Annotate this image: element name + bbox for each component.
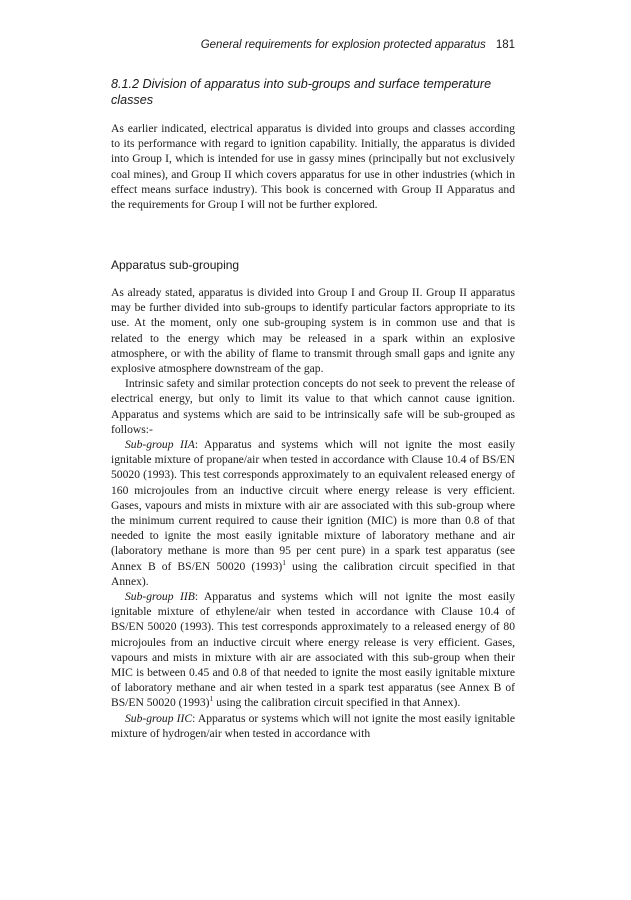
paragraph-sub-group-iic (111, 711, 515, 741)
section-heading (111, 76, 515, 108)
sub-group-iia-text: : Apparatus and systems which will not ignite the most easily ignitable mixture of propane/air when tested in accordance with Clause 10.4 of BS/EN 50020 (1993). This test corresponds approximately to an equivalent released energy of 160 microjoules from an inductive circuit where energy release is very efficient. Gases, vapours and mists in mixture with air are associated with this sub-group where the minimum current required to cause their ignition (MIC) is more than 0.8 of that needed to ignite the most easily ignitable mixture of laboratory methane and air (laboratory methane is more than 95 per cent pure) in a spark test apparatus (see Annex B of BS/EN 50020 (1993) (111, 438, 515, 573)
sub-group-iib-label: Sub-group IIB (125, 590, 195, 604)
sub-group-iib-text-end: using the calibration circuit specified in that Annex). (213, 696, 461, 710)
paragraph-1: As already stated, apparatus is divided into Group I and Group II. Group II apparatus may be further divided into sub-groups to identify particular factors appropriate to its use. At the moment, only one sub-grouping system is in common use and that is related to the energy which may be released in a spark within an explosive atmosphere, or with the ability of flame to transmit through small gaps and ignite any explosive atmosphere downstream of the gap. (111, 286, 515, 376)
subsection-heading: Apparatus sub-grouping (111, 258, 240, 272)
paragraph-2: Intrinsic safety and similar protection concepts do not seek to prevent the release of electrical energy, but only to limit its value to that which cannot cause ignition. Apparatus and systems which are said to be intrinsically safe will be sub-grouped as follows:- (111, 377, 515, 436)
section-heading-line-1: 8.1.2 Division of apparatus into sub-groups and surface temperature (111, 77, 492, 91)
paragraph-sub-group-iia (111, 437, 515, 589)
subsection-body (111, 285, 515, 741)
intro-block (111, 121, 515, 212)
sub-group-iib-text: : Apparatus and systems which will not ignite the most easily ignitable mixture of ethylene/air when tested in accordance with Clause 10.4 of BS/EN 50020 (1993). This test corresponds approximately to a released energy of 80 microjoules from an inductive circuit where energy release is very efficient. Gases, vapours and mists in mixture with air are associated with this sub-group when their MIC is between 0.45 and 0.8 of that needed to ignite the most easily ignitable mixture of laboratory methane and air when tested in a spark test apparatus (see Annex B of BS/EN 50020 (1993) (111, 590, 515, 710)
running-head (111, 38, 515, 52)
running-head-title: General requirements for explosion protected apparatus (200, 39, 486, 51)
sub-group-iia-text-end: using the calibration circuit specified in that Annex). (111, 559, 515, 588)
sub-group-iia-footnote-ref: 1 (282, 557, 286, 567)
page-number: 181 (495, 39, 515, 51)
sub-group-iic-text: : Apparatus or systems which will not ignite the most easily ignitable mixture of hydrogen/air when tested in accordance with (111, 711, 515, 740)
section-heading-line-2: classes (111, 93, 153, 107)
sub-group-iia-label: Sub-group IIA (125, 438, 195, 452)
paragraph-sub-group-iib (111, 589, 515, 711)
intro-paragraph: As earlier indicated, electrical apparatus is divided into groups and classes according to its performance with regard to ignition capability. Initially, the apparatus is divided into Group I, which is intended for use in gassy mines (principally but not exclusively coal mines), and Group II which covers apparatus for use in other industries (which in effect means surface industry). This book is concerned with Group II Apparatus and the requirements for Group I will not be further explored. (111, 122, 515, 212)
sub-group-iib-footnote-ref: 1 (209, 694, 214, 704)
sub-group-iic-label: Sub-group IIC (125, 711, 193, 725)
